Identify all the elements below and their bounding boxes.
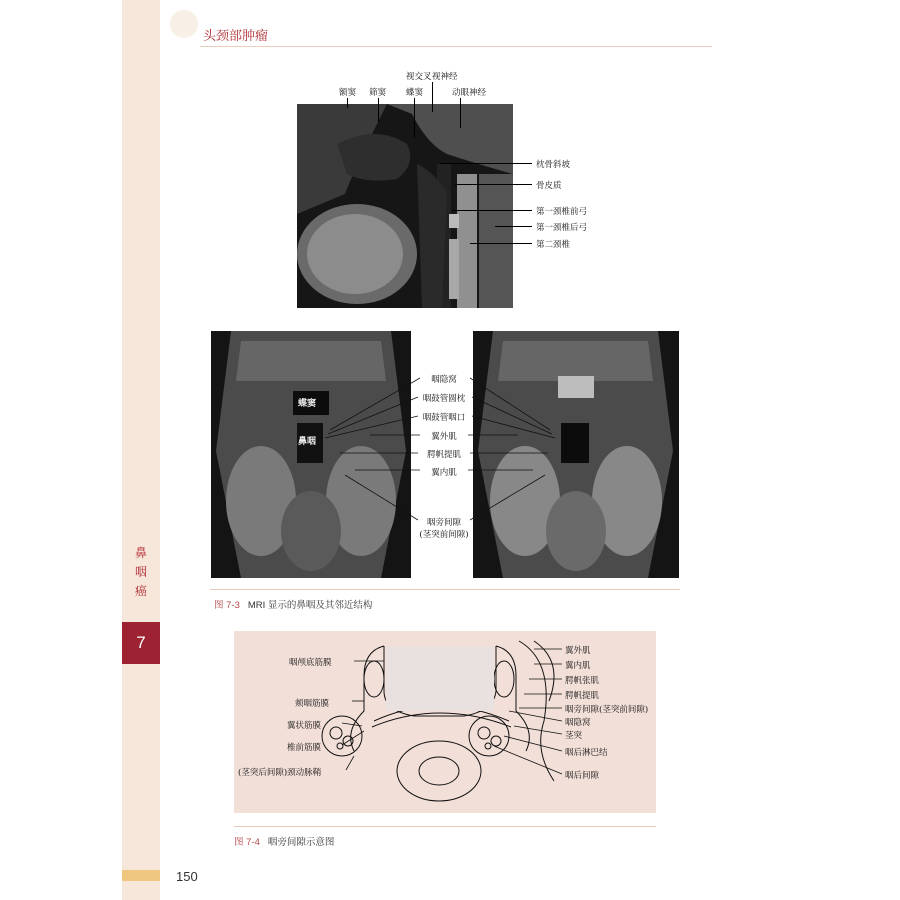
- caption-text: MRI 显示的鼻咽及其邻近结构: [247, 600, 373, 611]
- label-buccopharyngeal-fascia: 颊咽筋膜: [295, 699, 330, 709]
- label-sphenoid-sinus: 蝶窦: [406, 88, 424, 98]
- label-clivus: 枕骨斜坡: [536, 160, 571, 170]
- leader-line: [470, 243, 532, 244]
- label-medial-pterygoid-diagram: 翼内肌: [565, 661, 591, 671]
- header-rule: [200, 46, 712, 47]
- caption-number: 图 7-4: [234, 837, 260, 848]
- label-pharyngeal-recess-diagram: 咽隐窝: [565, 718, 591, 728]
- label-styloid-process: 茎突: [565, 731, 583, 741]
- label-prestyloid-space: (茎突前间隙): [419, 530, 469, 540]
- diagram-leader-lines: [234, 631, 656, 813]
- topic-char: 咽: [134, 565, 147, 579]
- label-frontal-sinus: 额窦: [339, 88, 357, 98]
- leader-line: [460, 98, 461, 128]
- label-parapharyngeal-space: 咽旁间隙: [426, 518, 461, 528]
- sagittal-mri-drawing: [297, 104, 513, 308]
- figure-caption-7-4: [234, 834, 334, 848]
- label-atlas-anterior-arch: 第一颈椎前弓: [536, 207, 588, 217]
- leader-line: [378, 98, 379, 122]
- label-medial-pterygoid: 翼内肌: [431, 468, 457, 478]
- label-torus-tubarius: 咽鼓管圆枕: [422, 394, 466, 404]
- label-pharyngobasilar-fascia: 咽颅底筋膜: [289, 658, 332, 668]
- header-logo-icon: [170, 10, 198, 38]
- label-levator-veli: 腭帆提肌: [426, 450, 461, 460]
- chapter-topic: [122, 544, 160, 601]
- page-number-bar: [122, 870, 160, 881]
- label-retropharyngeal-node: 咽后淋巴结: [565, 748, 608, 758]
- label-alar-fascia: 翼状筋膜: [287, 721, 322, 731]
- margin-band: [122, 0, 160, 900]
- label-optic-nerve: 视神经: [432, 72, 458, 82]
- label-sphenoid-inner: 蝶窦: [298, 399, 317, 409]
- label-pharyngeal-recess: 咽隐窝: [431, 375, 457, 385]
- leader-line: [347, 98, 348, 108]
- label-tensor-veli: 腭帆张肌: [565, 676, 600, 686]
- figure-caption-7-3: [214, 597, 372, 611]
- label-atlas-posterior-arch: 第一颈椎后弓: [536, 223, 588, 233]
- leader-line: [440, 163, 532, 164]
- label-bone-cortex: 骨皮质: [536, 181, 562, 191]
- label-oculomotor-nerve: 动眼神经: [452, 88, 487, 98]
- caption-rule: [210, 589, 680, 590]
- topic-char: 鼻: [134, 546, 147, 560]
- running-header: 头颈部肿瘤: [203, 28, 269, 43]
- label-optic-chiasm: 视交叉: [406, 72, 432, 82]
- label-retropharyngeal-space: 咽后间隙: [565, 771, 600, 781]
- chapter-number: 7: [122, 622, 160, 664]
- caption-rule: [234, 826, 656, 827]
- leader-line: [495, 226, 532, 227]
- leader-line: [432, 82, 433, 112]
- label-lateral-pterygoid-diagram: 翼外肌: [565, 646, 591, 656]
- caption-text: 咽旁间隙示意图: [267, 837, 335, 848]
- label-carotid-sheath: (茎突后间隙)颈动脉鞘: [238, 768, 322, 778]
- coronal-leader-lines: [300, 370, 580, 540]
- label-lateral-pterygoid: 翼外肌: [431, 432, 457, 442]
- label-ethmoid-sinus: 筛窦: [369, 88, 387, 98]
- label-eustachian-opening: 咽鼓管咽口: [422, 413, 466, 423]
- leader-line: [455, 184, 532, 185]
- label-prevertebral-fascia: 椎前筋膜: [287, 743, 322, 753]
- label-axis: 第二颈椎: [536, 240, 571, 250]
- caption-number: 图 7-3: [214, 600, 240, 611]
- leader-line: [452, 210, 532, 211]
- label-parapharyngeal-space-diagram: 咽旁间隙(茎突前间隙): [565, 705, 649, 715]
- label-levator-veli-diagram: 腭帆提肌: [565, 691, 600, 701]
- topic-char: 癌: [134, 584, 147, 598]
- sagittal-mri-image: [297, 104, 513, 308]
- leader-line: [414, 98, 415, 138]
- label-nasopharynx-inner: 鼻咽: [298, 437, 317, 447]
- page-number: 150: [176, 869, 198, 884]
